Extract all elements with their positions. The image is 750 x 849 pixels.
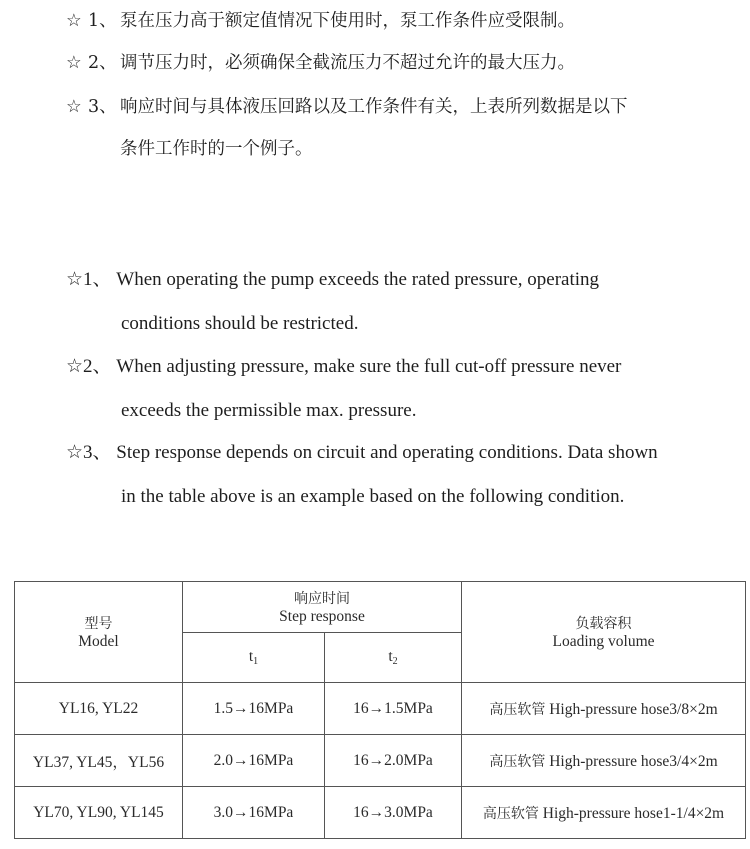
cell-loading — [462, 735, 746, 787]
t1-label: t — [248, 648, 254, 665]
note-text: 响应时间与具体液压回路以及工作条件有关，上表所列数据是以下 — [120, 97, 628, 117]
table-header-row — [15, 582, 746, 633]
note-en-2 — [66, 345, 732, 433]
header-t2 — [325, 633, 462, 683]
header-loading-zh: 负载容积 — [575, 616, 632, 632]
header-model-zh: 型号 — [84, 616, 113, 632]
t2-subscript: 2 — [392, 656, 398, 667]
cell-t2: 16→2.0MPa — [325, 735, 462, 787]
hose-zh: 高压软管 — [489, 753, 546, 770]
note-number: 1、 — [88, 11, 117, 31]
cell-t1: 3.0→16MPa — [183, 787, 325, 839]
note-text: Step response depends on circuit and operating conditions. Data shown — [116, 442, 658, 463]
note-en-1 — [66, 258, 732, 346]
note-mark: ☆3、 — [66, 442, 112, 463]
note-zh-2 — [66, 42, 734, 84]
t2-label: t — [388, 648, 393, 665]
step-response-table — [14, 581, 746, 839]
header-response-zh: 响应时间 — [294, 591, 350, 607]
hose-en: High-pressure hose1-1/4×2m — [542, 804, 725, 822]
note-en-3 — [66, 431, 732, 519]
cell-t2: 16→1.5MPa — [325, 683, 462, 735]
note-text: 泵在压力高于额定值情况下使用时，泵工作条件应受限制。 — [120, 11, 575, 31]
table-row — [15, 683, 746, 735]
note-text-continued: conditions should be restricted. — [121, 313, 359, 334]
header-t1 — [183, 633, 325, 683]
header-model-en: Model — [78, 633, 119, 650]
note-zh-1 — [66, 0, 734, 42]
cell-model: YL16, YL22 — [15, 683, 183, 735]
hose-en: High-pressure hose3/4×2m — [549, 752, 718, 770]
header-response-en: Step response — [279, 608, 365, 625]
cell-model: YL37, YL45，YL56 — [15, 735, 183, 787]
note-mark: ☆1、 — [66, 269, 112, 290]
t1-subscript: 1 — [253, 656, 259, 667]
cell-loading — [462, 787, 746, 839]
cell-t1: 2.0→16MPa — [183, 735, 325, 787]
cell-model: YL70, YL90, YL145 — [15, 787, 183, 839]
cell-loading — [462, 683, 746, 735]
table-row — [15, 735, 746, 787]
note-text-continued: exceeds the permissible max. pressure. — [121, 400, 417, 421]
note-number: 2、 — [88, 53, 117, 73]
note-number: 3、 — [88, 97, 117, 117]
hose-zh: 高压软管 — [482, 805, 539, 822]
star-icon: ☆ — [66, 11, 82, 31]
note-text: When adjusting pressure, make sure the full cut-off pressure never — [116, 356, 622, 377]
cell-t1: 1.5→16MPa — [183, 683, 325, 735]
note-text-continued: in the table above is an example based on the following condition. — [121, 486, 625, 507]
note-zh-3 — [66, 86, 734, 170]
star-icon: ☆ — [66, 53, 82, 73]
table-row — [15, 787, 746, 839]
hose-zh: 高压软管 — [489, 701, 546, 718]
header-loading-en: Loading volume — [552, 633, 655, 650]
star-icon: ☆ — [66, 97, 82, 117]
header-step-response — [183, 582, 462, 633]
header-model — [15, 582, 183, 683]
hose-en: High-pressure hose3/8×2m — [549, 700, 718, 718]
note-text: When operating the pump exceeds the rated pressure, operating — [116, 269, 600, 290]
cell-t2: 16→3.0MPa — [325, 787, 462, 839]
note-text: 调节压力时，必须确保全截流压力不超过允许的最大压力。 — [120, 53, 575, 73]
header-loading-volume — [462, 582, 746, 683]
note-text-continued: 条件工作时的一个例子。 — [120, 139, 313, 159]
note-mark: ☆2、 — [66, 356, 112, 377]
